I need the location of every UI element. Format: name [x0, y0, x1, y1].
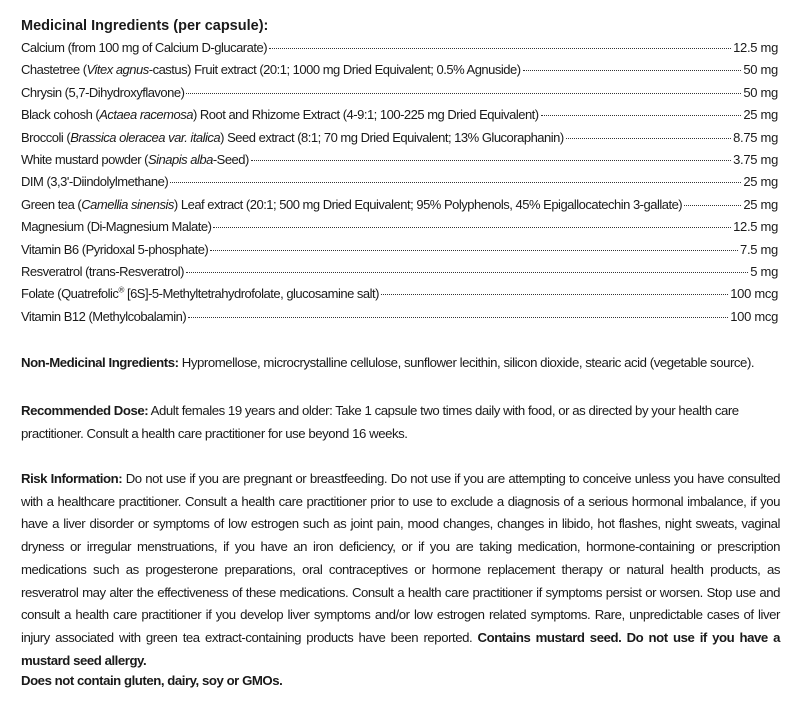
ingredient-row [21, 306, 778, 328]
ingredient-amount: 3.75 mg [733, 151, 778, 167]
ingredient-row [21, 239, 778, 261]
recommended-dose-label: Recommended Dose: [21, 403, 149, 418]
ingredient-row [21, 104, 778, 126]
ingredient-row [21, 283, 778, 305]
dot-leader [269, 48, 731, 49]
recommended-dose [21, 400, 780, 445]
ingredient-row [21, 261, 778, 283]
ingredient-amount: 7.5 mg [740, 241, 778, 257]
dot-leader [210, 250, 738, 251]
dot-leader [381, 294, 728, 295]
ingredient-amount: 25 mg [743, 196, 778, 212]
dot-leader [188, 317, 728, 318]
dot-leader [186, 272, 748, 273]
ingredient-amount: 50 mg [743, 62, 778, 78]
ingredient-amount: 50 mg [743, 84, 778, 100]
dot-leader [566, 138, 731, 139]
ingredient-row [21, 171, 778, 193]
ingredient-list [21, 37, 778, 328]
ingredient-row [21, 127, 778, 149]
risk-information-text: Do not use if you are pregnant or breastfeeding. Do not use if you are attempting to conceive unless you have consulted with a healthcare practitioner. Consult a health care practitioner prior to use to exclude a diagnosis of a serious hormonal imbalance, if you have a liver disorder or symptoms of low estrogen such as joint pain, mood changes, changes in libido, hot flashes, night sweats, vaginal dryness or irregular menstruations, if you have an iron deficiency, or if you are taking medication, hormone-containing or prescription medications such as progesterone preparations, oral contraceptives or hormone replacement therapy or natural health products, as resveratrol may alter the effectiveness of these medications. Consult a health care practitioner if symptoms persist or worsen. Stop use and consult a health care practitioner if you develop liver symptoms and/or low estrogen related symptoms. Rare, unpredictable cases of liver injury associated with green tea extract-containing products have been reported. [21, 471, 780, 645]
ingredient-amount: 100 mcg [730, 286, 778, 302]
dot-leader [523, 70, 742, 71]
dot-leader [213, 227, 731, 228]
non-medicinal-text: Hypromellose, microcrystalline cellulose, sunflower lecithin, silicon dioxide, stearic acid (vegetable source). [178, 355, 755, 370]
ingredient-amount: 12.5 mg [733, 40, 778, 55]
ingredient-row [21, 194, 778, 216]
ingredient-row [21, 216, 778, 238]
ingredient-row [21, 149, 778, 171]
ingredient-name: White mustard powder (Sinapis alba-Seed) [21, 151, 249, 167]
ingredient-name: Green tea (Camellia sinensis) Leaf extract (20:1; 500 mg Dried Equivalent; 95% Polyphenols, 45% Epigallocatechin 3-gallate) [21, 196, 683, 212]
ingredient-name: Chastetree (Vitex agnus-castus) Fruit extract (20:1; 1000 mg Dried Equivalent; 0.5% Agnuside) [21, 62, 521, 78]
ingredient-row [21, 37, 778, 59]
dot-leader [541, 115, 742, 116]
ingredient-amount: 25 mg [743, 107, 778, 123]
medicinal-ingredients-heading: Medicinal Ingredients (per capsule): [21, 18, 269, 34]
ingredient-name: Chrysin (5,7-Dihydroxyflavone) [21, 84, 185, 100]
ingredient-name: Magnesium (Di-Magnesium Malate) [21, 219, 212, 235]
ingredient-name: Vitamin B6 (Pyridoxal 5-phosphate) [21, 241, 209, 257]
ingredient-name: Folate (Quatrefolic® [6S]-5-Methyltetrahydrofolate, glucosamine salt) [21, 285, 379, 302]
risk-information [21, 468, 780, 672]
ingredient-amount: 5 mg [750, 263, 778, 279]
ingredient-name: Calcium (from 100 mg of Calcium D-glucarate) [21, 40, 268, 55]
ingredient-amount: 100 mcg [730, 308, 778, 324]
ingredient-row [21, 82, 778, 104]
ingredient-name: DIM (3,3'-Diindolylmethane) [21, 174, 169, 190]
ingredient-name: Black cohosh (Actaea racemosa) Root and Rhizome Extract (4-9:1; 100-225 mg Dried Equivalent) [21, 107, 539, 123]
ingredient-name: Vitamin B12 (Methylcobalamin) [21, 308, 187, 324]
non-medicinal-ingredients [21, 352, 780, 375]
ingredient-row [21, 59, 778, 81]
dot-leader [684, 205, 741, 206]
ingredient-name: Broccoli (Brassica oleracea var. italica) Seed extract (8:1; 70 mg Dried Equivalent; 13% Glucoraphanin) [21, 129, 564, 145]
dot-leader [186, 93, 741, 94]
risk-information-label: Risk Information: [21, 471, 123, 486]
ingredient-amount: 25 mg [743, 174, 778, 190]
ingredient-amount: 8.75 mg [733, 129, 778, 145]
dot-leader [251, 160, 731, 161]
ingredient-amount: 12.5 mg [733, 219, 778, 235]
non-medicinal-label: Non-Medicinal Ingredients: [21, 355, 179, 370]
mustard-allergy-warning: Contains mustard seed. Do not use if you have a mustard seed allergy. [21, 629, 780, 668]
dot-leader [170, 182, 741, 183]
recommended-dose-text: Adult females 19 years and older: Take 1 capsule two times daily with food, or as directed by your health care practitioner. Consult a health care practitioner for use beyond 16 weeks. [21, 403, 739, 441]
ingredient-name: Resveratrol (trans-Resveratrol) [21, 263, 184, 279]
allergen-free-statement [21, 670, 780, 693]
allergen-free-text: Does not contain gluten, dairy, soy or GMOs. [21, 673, 283, 688]
